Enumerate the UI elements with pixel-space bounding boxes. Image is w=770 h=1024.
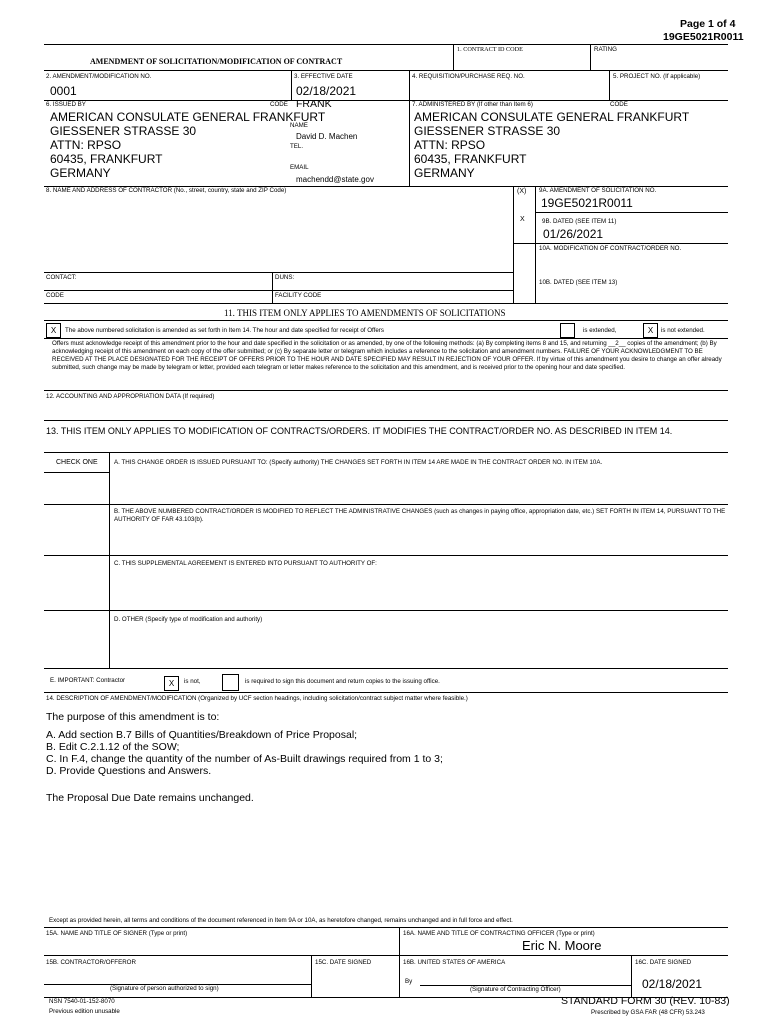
- divider: [631, 955, 632, 997]
- row-divider: [44, 955, 728, 956]
- row-divider: [44, 390, 728, 391]
- duns-label: DUNS:: [275, 274, 295, 281]
- row-divider: [44, 555, 728, 556]
- important-label: E. IMPORTANT: Contractor: [50, 677, 126, 684]
- item-9b-label: 9B. DATED (SEE ITEM 11): [542, 218, 617, 225]
- signature-officer-caption: (Signature of Contracting Officer): [470, 986, 561, 993]
- name-label: NAME: [290, 122, 308, 129]
- email-label: EMAIL: [290, 164, 309, 171]
- item-11-text: The above numbered solicitation is amended as set forth in Item 14. The hour and date specified for receipt of Offers: [65, 327, 384, 334]
- item-13d-text: D. OTHER (Specify type of modification and authority): [114, 616, 263, 623]
- divider: [272, 272, 273, 303]
- amendment-no-label: 2. AMENDMENT/MODIFICATION NO.: [46, 73, 152, 80]
- item-13b-text: B. THE ABOVE NUMBERED CONTRACT/ORDER IS MODIFIED TO REFLECT THE ADMINISTRATIVE CHANGES (such as changes in paying office, appropriation date, etc.) SET FORTH IN ITEM 14, PURSUANT TO THE AUTHORITY OF FAR 43.103(b).: [114, 508, 726, 523]
- solicitation-amended-checkbox[interactable]: X: [46, 323, 61, 338]
- united-states-label: 16B. UNITED STATES OF AMERICA: [403, 959, 506, 966]
- is-extended-checkbox[interactable]: [560, 323, 575, 338]
- contract-id-label: 1. CONTRACT ID CODE: [457, 46, 523, 53]
- row-divider: [44, 692, 728, 693]
- is-required-label: is required to sign this document and return copies to the issuing office.: [245, 678, 440, 685]
- row-divider: [44, 504, 728, 505]
- description-intro: The purpose of this amendment is to:: [46, 711, 220, 723]
- admin-address-line: ATTN: RPSO: [414, 138, 486, 152]
- tel-label: TEL.: [290, 143, 304, 150]
- issued-by-label: 6. ISSUED BY: [46, 101, 86, 108]
- administered-by-label: 7. ADMINISTERED BY (If other than Item 6): [412, 101, 533, 108]
- issued-code-label: CODE: [270, 101, 288, 108]
- item-9a-label: 9A. AMENDMENT OF SOLICITATION NO.: [539, 187, 657, 194]
- admin-code-label: CODE: [610, 101, 628, 108]
- divider: [109, 452, 110, 668]
- description-label: 14. DESCRIPTION OF AMENDMENT/MODIFICATION (Organized by UCF section headings, including solicitation/contract subject matter where feasible.): [46, 695, 468, 702]
- amendment-no-value: 0001: [50, 84, 77, 98]
- row-divider: [44, 610, 728, 611]
- row-divider: [44, 303, 728, 304]
- previous-edition-note: Previous edition unusable: [49, 1008, 120, 1015]
- row-divider: [44, 452, 728, 453]
- contractor-label: 8. NAME AND ADDRESS OF CONTRACTOR (No., street, country, state and ZIP Code): [46, 187, 287, 194]
- divider: [291, 70, 292, 100]
- signer-name-label: 15A. NAME AND TITLE OF SIGNER (Type or print): [46, 930, 188, 937]
- contact-name-value: David D. Machen: [296, 132, 358, 141]
- issued-code-value: FRANK: [296, 98, 332, 110]
- divider: [513, 186, 514, 303]
- accounting-data-label: 12. ACCOUNTING AND APPROPRIATION DATA (If required): [46, 393, 215, 400]
- item-9a-value: 19GE5021R0011: [541, 196, 633, 210]
- row-divider: [513, 243, 728, 244]
- description-item: C. In F.4, change the quantity of the number of As-Built drawings required from 1 to 3;: [46, 753, 443, 765]
- standard-form-number: STANDARD FORM 30 (REV. 10-83): [561, 995, 730, 1007]
- row-divider: [44, 420, 728, 421]
- requisition-label: 4. REQUISITION/PURCHASE REQ. NO.: [412, 73, 525, 80]
- except-clause: Except as provided herein, all terms and conditions of the document referenced in Item 9A or 10A, as heretofore changed, remains unchanged and in full force and effect.: [49, 917, 513, 924]
- item-13c-text: C. THIS SUPPLEMENTAL AGREEMENT IS ENTERED INTO PURSUANT TO AUTHORITY OF:: [114, 560, 377, 567]
- by-label: By: [405, 978, 413, 985]
- facility-code-label: FACILITY CODE: [275, 292, 322, 299]
- form-title: AMENDMENT OF SOLICITATION/MODIFICATION OF CONTRACT: [90, 57, 343, 66]
- form-top-border: [44, 44, 728, 45]
- contact-label: CONTACT:: [46, 274, 77, 281]
- effective-date-value: 02/18/2021: [296, 84, 357, 98]
- not-extended-label: is not extended.: [661, 327, 705, 334]
- item-10a-label: 10A. MODIFICATION OF CONTRACT/ORDER NO.: [539, 245, 682, 252]
- row-divider: [535, 212, 728, 213]
- email-value: machendd@state.gov: [296, 175, 374, 184]
- row-divider: [44, 320, 728, 321]
- divider: [609, 70, 610, 100]
- signature-person-caption: (Signature of person authorized to sign): [110, 985, 219, 992]
- divider: [399, 927, 400, 997]
- admin-address-line: GIESSENER STRASSE 30: [414, 124, 561, 138]
- project-no-label: 5. PROJECT NO. (If applicable): [613, 73, 701, 80]
- item-11-title: 11. THIS ITEM ONLY APPLIES TO AMENDMENTS OF SOLICITATIONS: [224, 308, 506, 318]
- is-not-label: is not,: [184, 678, 201, 685]
- prescribed-by-note: Prescribed by GSA FAR (48 CFR) 53.243: [591, 1009, 705, 1016]
- page-number: Page 1 of 4: [680, 18, 736, 30]
- x-column-label: (X): [517, 188, 527, 195]
- issued-address-line: ATTN: RPSO: [50, 138, 122, 152]
- row-divider: [44, 668, 728, 669]
- contracting-officer-name: Eric N. Moore: [522, 938, 602, 953]
- divider: [590, 44, 591, 70]
- row-divider: [44, 70, 728, 71]
- contractor-date-signed-label: 15C. DATE SIGNED: [315, 959, 372, 966]
- rating-label: RATING: [594, 46, 617, 53]
- divider: [311, 955, 312, 997]
- item-11-instructions: Offers must acknowledge receipt of this amendment prior to the hour and date specified in the solicitation or as amended, by one of the following methods: (a) By completing items 8 and 15, and returning __2__ copies of the amendment; (b) By acknowledging receipt of this amendment on each copy of the offer submitted; or (c) By separate letter or telegram which includes a reference to the solicitation and amendment numbers. FAILURE OF YOUR ACKNOWLEDGMENT TO BE RECEIVED AT THE PLACE DESIGNATED FOR THE RECEIPT OF OFFERS PRIOR TO THE HOUR AND DATE SPECIFIED MAY RESULT IN REJECTION OF YOUR OFFER. If by virtue of this amendment you desire to change an offer already submitted, such change may be made by telegram or letter, provided each telegram or letter makes reference to the solicitation and this amendment, and is received prior to the opening hour and date specified.: [52, 340, 722, 371]
- nsn-number: NSN 7540-01-152-8070: [49, 998, 115, 1005]
- is-not-checkbox[interactable]: X: [164, 676, 179, 691]
- divider: [453, 44, 454, 70]
- effective-date-label: 3. EFFECTIVE DATE: [294, 73, 353, 80]
- solicitation-number-header: 19GE5021R0011: [663, 31, 744, 43]
- item-13-title: 13. THIS ITEM ONLY APPLIES TO MODIFICATION OF CONTRACTS/ORDERS. IT MODIFIES THE CONTRACT/ORDER NO. AS DESCRIBED IN ITEM 14.: [46, 426, 673, 436]
- issued-address-line: AMERICAN CONSULATE GENERAL FRANKFURT: [50, 110, 326, 124]
- admin-address-line: 60435, FRANKFURT: [414, 152, 527, 166]
- admin-address-line: GERMANY: [414, 166, 475, 180]
- is-extended-label: is extended,: [583, 327, 617, 334]
- row-divider: [44, 290, 513, 291]
- officer-date-signed-value: 02/18/2021: [642, 977, 703, 991]
- row-divider: [44, 338, 728, 339]
- contracting-officer-label: 16A. NAME AND TITLE OF CONTRACTING OFFICER (Type or print): [403, 930, 595, 937]
- not-extended-checkbox[interactable]: X: [643, 323, 658, 338]
- item-9-check: X: [520, 216, 525, 223]
- description-item: A. Add section B.7 Bills of Quantities/Breakdown of Price Proposal;: [46, 729, 358, 741]
- code-label: CODE: [46, 292, 64, 299]
- row-divider: [44, 272, 513, 273]
- proposal-due-note: The Proposal Due Date remains unchanged.: [46, 792, 254, 804]
- divider: [535, 186, 536, 303]
- check-one-label: CHECK ONE: [56, 459, 98, 466]
- divider: [409, 70, 410, 186]
- row-divider: [44, 472, 109, 473]
- admin-address-line: AMERICAN CONSULATE GENERAL FRANKFURT: [414, 110, 690, 124]
- officer-date-signed-label: 16C. DATE SIGNED: [635, 959, 692, 966]
- contractor-offeror-label: 15B. CONTRACTOR/OFFEROR: [46, 959, 136, 966]
- issued-address-line: GERMANY: [50, 166, 111, 180]
- issued-address-line: 60435, FRANKFURT: [50, 152, 163, 166]
- row-divider: [44, 927, 728, 928]
- item-13a-text: A. THIS CHANGE ORDER IS ISSUED PURSUANT TO: (Specify authority) THE CHANGES SET FORTH IN ITEM 14 ARE MADE IN THE CONTRACT ORDER NO. IN ITEM 10A.: [114, 459, 603, 466]
- is-required-checkbox[interactable]: [222, 674, 239, 691]
- item-10b-label: 10B. DATED (SEE ITEM 13): [539, 279, 618, 286]
- item-9b-value: 01/26/2021: [543, 227, 604, 241]
- issued-address-line: GIESSENER STRASSE 30: [50, 124, 197, 138]
- description-item: D. Provide Questions and Answers.: [46, 765, 212, 777]
- description-item: B. Edit C.2.1.12 of the SOW;: [46, 741, 180, 753]
